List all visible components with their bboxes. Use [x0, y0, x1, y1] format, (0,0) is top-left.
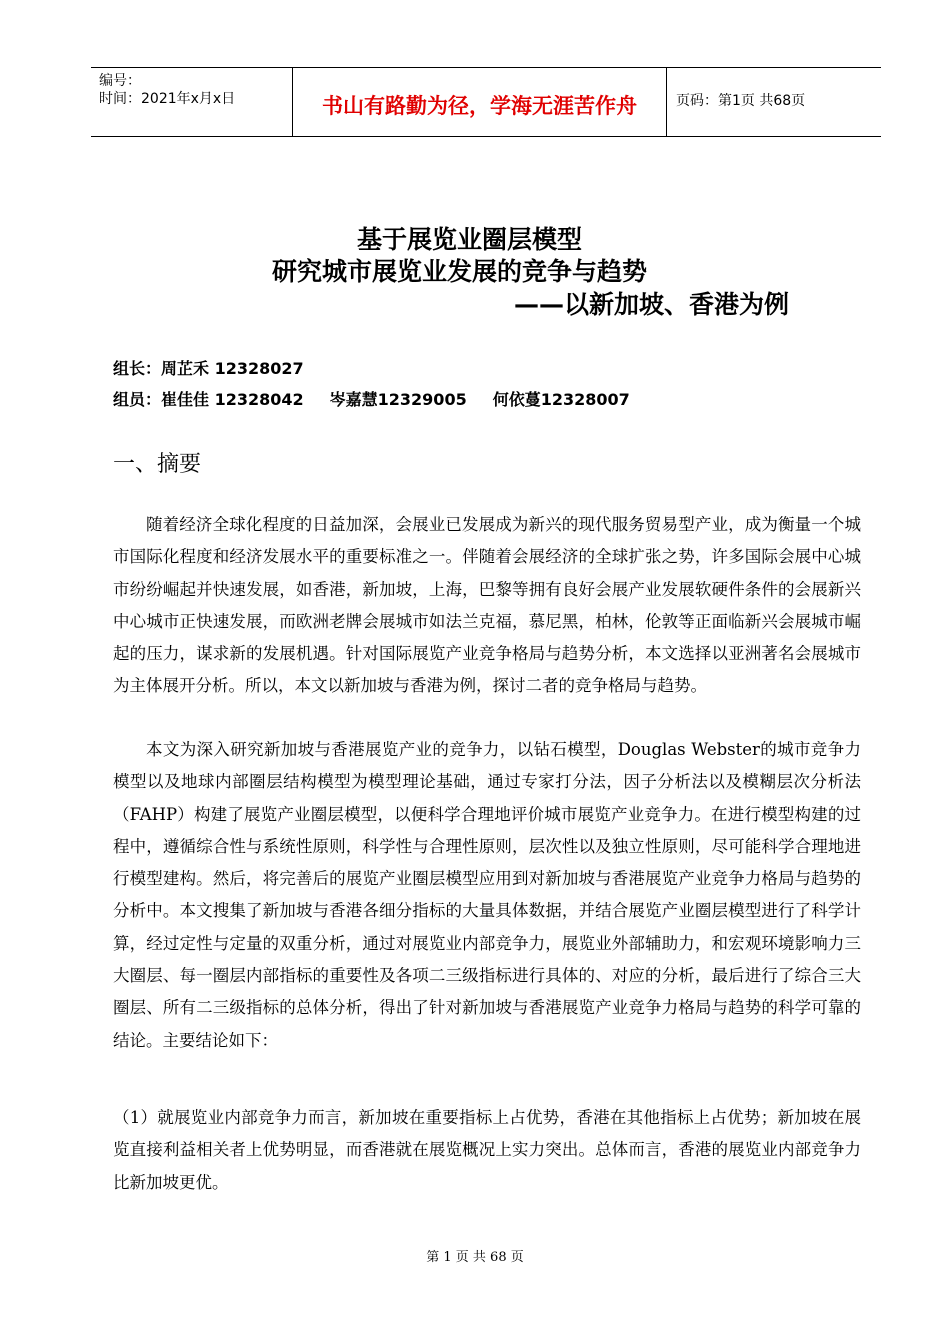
header-center-cell	[292, 68, 667, 136]
title-line-1: 基于展览业圈层模型	[357, 225, 583, 254]
header-left-cell	[91, 68, 292, 136]
header-right-cell	[666, 68, 881, 136]
time-label: 时间：2021年x月x日	[99, 91, 236, 107]
page-info: 页码：第1页 共68页	[676, 93, 806, 109]
group-leader: 组长：周芷禾 12328027	[113, 359, 304, 378]
section-heading: 一、摘要	[113, 452, 202, 477]
title-line-2: 研究城市展览业发展的竞争与趋势	[272, 257, 648, 286]
member-1: 组员：崔佳佳 12328042	[113, 390, 304, 409]
title-line-3: ——以新加坡、香港为例	[514, 290, 790, 319]
group-members	[113, 387, 656, 410]
page-header	[91, 67, 881, 137]
member-3: 何依蔓12328007	[492, 390, 630, 409]
page-footer: 第 1 页 共 68 页	[426, 1250, 524, 1265]
number-label: 编号：	[99, 73, 141, 89]
header-motto: 书山有路勤为径，学海无涯苦作舟	[322, 94, 637, 118]
paragraph-2	[113, 734, 861, 1057]
paragraph-2-text: 本文为深入研究新加坡与香港展览产业的竞争力，以钻石模型，Douglas Webster的城市竞争力模型以及地球内部圈层结构模型为模型理论基础，通过专家打分法，因子分析法以及模糊层次分析法（FAHP）构建了展览产业圈层模型，以便科学合理地评价城市展览产业竞争力。在进行模型构建的过程中，遵循综合性与系统性原则，科学性与合理性原则，层次性以及独立性原则，尽可能科学合理地进行模型建构。然后，将完善后的展览产业圈层模型应用到对新加坡与香港展览产业竞争力格局与趋势的分析中。本文搜集了新加坡与香港各细分指标的大量具体数据，并结合展览产业圈层模型进行了科学计算，经过定性与定量的双重分析，通过对展览业内部竞争力，展览业外部辅助力，和宏观环境影响力三大圈层、每一圈层内部指标的重要性及各项二三级指标进行具体的、对应的分析，最后进行了综合三大圈层、所有二三级指标的总体分析，得出了针对新加坡与香港展览产业竞争力格局与趋势的科学可靠的结论。主要结论如下：	[113, 740, 861, 1050]
member-2: 岑嘉慧12329005	[329, 390, 467, 409]
paragraph-1	[113, 509, 861, 703]
paragraph-1-text: 随着经济全球化程度的日益加深，会展业已发展成为新兴的现代服务贸易型产业，成为衡量一个城市国际化程度和经济发展水平的重要标准之一。伴随着会展经济的全球扩张之势，许多国际会展中心城市纷纷崛起并快速发展，如香港，新加坡，上海，巴黎等拥有良好会展产业发展软硬件条件的会展新兴中心城市正快速发展，而欧洲老牌会展城市如法兰克福，慕尼黑，柏林，伦敦等正面临新兴会展城市崛起的压力，谋求新的发展机遇。针对国际展览产业竞争格局与趋势分析，本文选择以亚洲著名会展城市为主体展开分析。所以，本文以新加坡与香港为例，探讨二者的竞争格局与趋势。	[113, 515, 861, 696]
paragraph-3: （1）就展览业内部竞争力而言，新加坡在重要指标上占优势，香港在其他指标上占优势；新加坡在展览直接利益相关者上优势明显，而香港就在展览概况上实力突出。总体而言，香港的展览业内部竞争力比新加坡更优。	[113, 1108, 861, 1192]
